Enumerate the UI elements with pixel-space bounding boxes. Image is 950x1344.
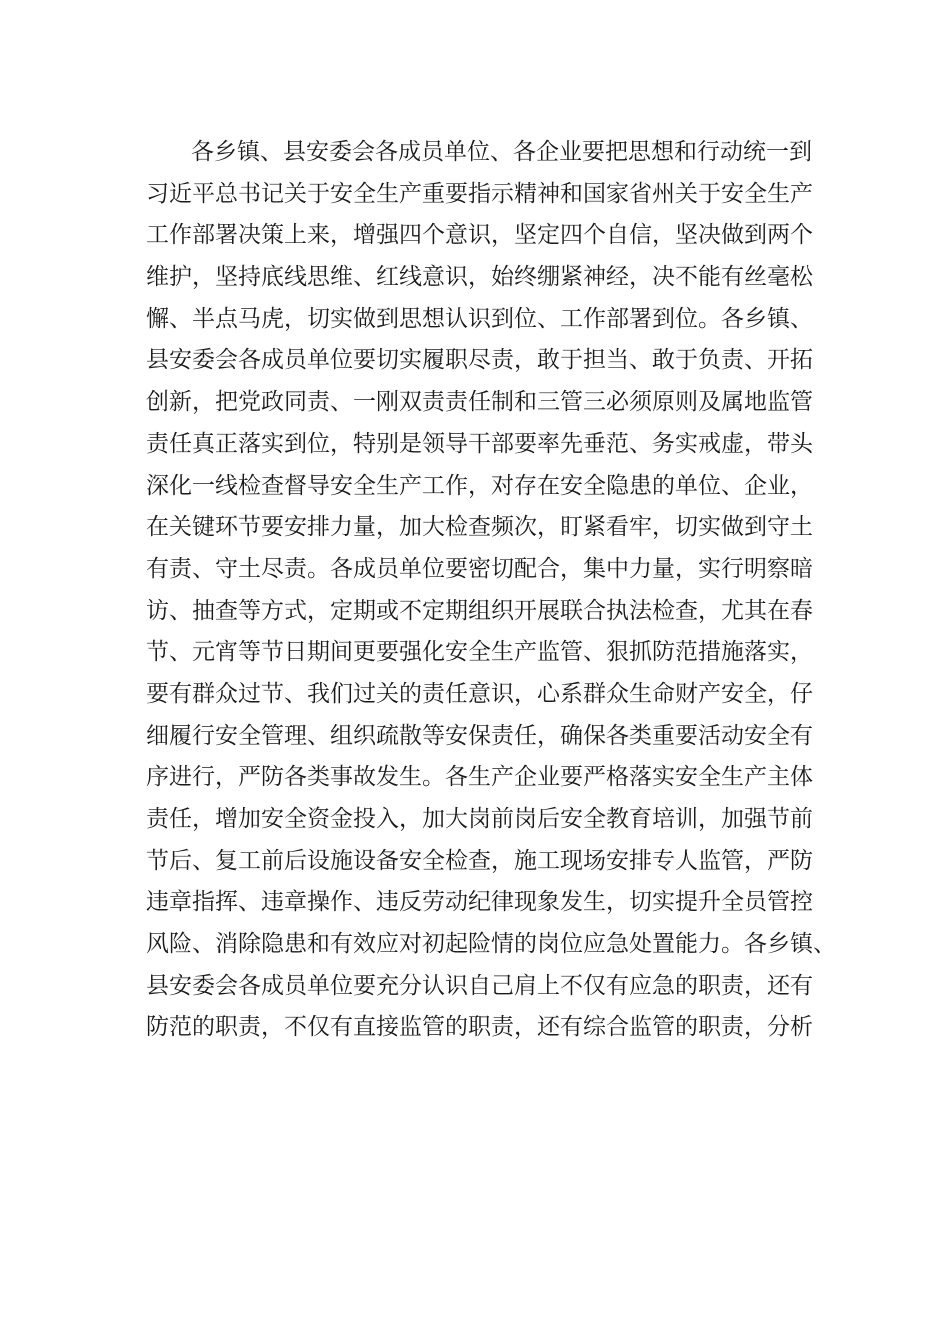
paragraph-line: 创新，把党政同责、一刚双责责任制和三管三必须原则及属地监管 bbox=[146, 389, 813, 416]
paragraph-line: 节后、复工前后设施设备安全检查，施工现场安排专人监管，严防 bbox=[146, 847, 813, 874]
paragraph-line: 县安委会各成员单位要切实履职尽责，敢于担当、敢于负责、开拓 bbox=[146, 347, 813, 374]
paragraph-line: 防范的职责，不仅有直接监管的职责，还有综合监管的职责，分析 bbox=[146, 1014, 813, 1041]
paragraph-line: 习近平总书记关于安全生产重要指示精神和国家省州关于安全生产 bbox=[146, 180, 813, 207]
paragraph-line: 节、元宵等节日期间更要强化安全生产监管、狠抓防范措施落实， bbox=[146, 639, 813, 666]
paragraph-line: 有责、守土尽责。各成员单位要密切配合，集中力量，实行明察暗 bbox=[146, 555, 813, 582]
paragraph-line: 工作部署决策上来，增强四个意识，坚定四个自信，坚决做到两个 bbox=[146, 222, 813, 249]
paragraph-line: 深化一线检查督导安全生产工作，对存在安全隐患的单位、企业， bbox=[146, 472, 813, 499]
paragraph-line: 在关键环节要安排力量，加大检查频次，盯紧看牢，切实做到守土 bbox=[146, 514, 813, 541]
paragraph-line: 序进行，严防各类事故发生。各生产企业要严格落实安全生产主体 bbox=[146, 764, 813, 791]
paragraph-line: 责任，增加安全资金投入，加大岗前岗后安全教育培训，加强节前 bbox=[146, 806, 813, 832]
paragraph-line: 风险、消除隐患和有效应对初起险情的岗位应急处置能力。各乡镇、 bbox=[146, 931, 836, 958]
paragraph-line: 违章指挥、违章操作、违反劳动纪律现象发生，切实提升全员管控 bbox=[146, 889, 813, 916]
paragraph-line: 细履行安全管理、组织疏散等安保责任，确保各类重要活动安全有 bbox=[146, 722, 813, 749]
body-paragraph bbox=[146, 132, 836, 1049]
paragraph-line: 维护，坚持底线思维、红线意识，始终绷紧神经，决不能有丝毫松 bbox=[146, 264, 813, 291]
paragraph-line: 县安委会各成员单位要充分认识自己肩上不仅有应急的职责，还有 bbox=[146, 972, 813, 999]
paragraph-line: 访、抽查等方式，定期或不定期组织开展联合执法检查，尤其在春 bbox=[146, 597, 813, 624]
paragraph-line: 责任真正落实到位，特别是领导干部要率先垂范、务实戒虚，带头 bbox=[146, 430, 813, 457]
paragraph-line: 各乡镇、县安委会各成员单位、各企业要把思想和行动统一到 bbox=[191, 139, 812, 165]
paragraph-line: 要有群众过节、我们过关的责任意识，心系群众生命财产安全，仔 bbox=[146, 680, 813, 707]
paragraph-line: 懈、半点马虎，切实做到思想认识到位、工作部署到位。各乡镇、 bbox=[146, 305, 813, 332]
